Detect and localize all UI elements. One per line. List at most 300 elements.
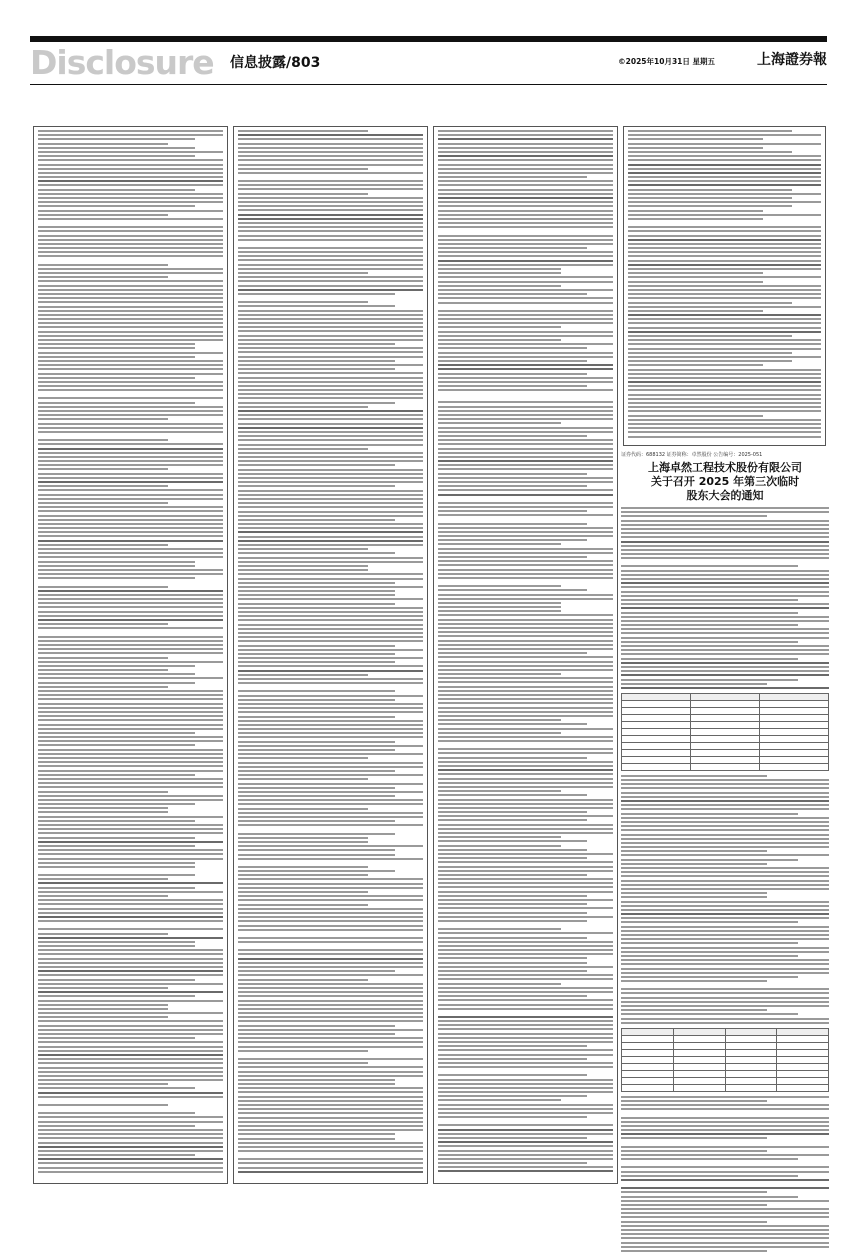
article-column [433, 126, 618, 1184]
text-line [38, 155, 195, 157]
text-line [38, 1079, 223, 1081]
text-line [38, 673, 195, 675]
text-line [438, 506, 613, 508]
text-line [38, 858, 223, 860]
text-line [621, 875, 829, 877]
text-line [621, 901, 829, 903]
text-line [438, 1104, 613, 1106]
text-line [621, 679, 798, 681]
text-line [438, 799, 613, 801]
text-line [238, 657, 423, 659]
text-line [438, 752, 613, 754]
text-line [438, 448, 613, 450]
text-line [628, 343, 821, 345]
text-line [438, 953, 613, 955]
text-line [38, 791, 168, 793]
text-line [238, 414, 423, 416]
text-line [38, 995, 195, 997]
text-line [38, 765, 223, 767]
text-line [38, 130, 223, 132]
text-line [38, 945, 195, 947]
section-name: 信息披露 [230, 55, 286, 71]
text-line [438, 435, 587, 437]
text-line [628, 180, 821, 182]
text-line [438, 235, 613, 237]
text-line [438, 477, 613, 479]
text-line [621, 520, 829, 522]
table-cell [777, 1056, 829, 1063]
table-cell [725, 1049, 777, 1056]
text-line [438, 247, 587, 249]
notice-subtitle: 股东大会的通知 [686, 489, 764, 502]
text-line [438, 552, 613, 554]
text-line [38, 180, 223, 182]
text-line [238, 1004, 423, 1006]
table-cell [673, 1056, 725, 1063]
text-line [38, 866, 195, 868]
text-line [238, 845, 423, 847]
text-line [438, 773, 613, 775]
text-line [438, 373, 587, 375]
text-line [238, 1158, 423, 1160]
text-line [621, 972, 829, 974]
text-line [38, 460, 223, 462]
article-column [233, 126, 428, 1184]
text-line [621, 1225, 829, 1227]
issue-date: ©2025年10月31日 星期五 [618, 57, 715, 66]
text-line [38, 1008, 168, 1010]
text-line [621, 570, 829, 572]
text-line [438, 702, 613, 704]
text-line [238, 205, 423, 207]
text-line [621, 804, 829, 806]
text-line [438, 347, 587, 349]
text-line [438, 243, 613, 245]
text-line [621, 1129, 829, 1131]
text-line [238, 983, 423, 985]
text-line [238, 874, 368, 876]
text-line [628, 322, 821, 324]
text-line [38, 1012, 223, 1014]
text-line [438, 585, 561, 587]
text-line [438, 401, 613, 403]
text-line [38, 1171, 223, 1173]
text-line [438, 995, 587, 997]
text-line [38, 247, 223, 249]
table-cell [622, 1063, 674, 1070]
text-line [238, 511, 423, 513]
text-line [438, 535, 613, 537]
text-line [38, 820, 195, 822]
text-line [628, 272, 763, 274]
text-line [38, 1167, 223, 1169]
text-line [238, 1025, 395, 1027]
table-cell [622, 749, 691, 756]
text-line [38, 703, 223, 705]
text-line [628, 218, 763, 220]
text-line [38, 368, 223, 370]
text-line [238, 866, 368, 868]
text-line [38, 373, 223, 375]
text-line [621, 1154, 829, 1156]
text-line [38, 352, 223, 354]
text-line [238, 995, 423, 997]
text-line [438, 422, 561, 424]
text-line [238, 766, 423, 768]
text-line [438, 368, 613, 370]
text-line [628, 251, 821, 253]
table-cell [622, 1077, 674, 1084]
text-line [628, 268, 821, 270]
text-line [621, 507, 829, 509]
table-cell [622, 756, 691, 763]
text-line [238, 318, 423, 320]
text-line [628, 159, 821, 161]
text-line [238, 130, 368, 132]
text-line [438, 594, 613, 596]
text-line [438, 318, 613, 320]
text-line [438, 205, 613, 207]
text-line [238, 385, 423, 387]
text-line [628, 302, 792, 304]
text-line [238, 791, 423, 793]
text-line [238, 389, 423, 391]
text-line [38, 184, 223, 186]
text-line [238, 820, 395, 822]
text-line [38, 903, 223, 905]
text-line [238, 987, 423, 989]
text-line [438, 1108, 613, 1110]
text-line [38, 347, 195, 349]
text-line [238, 920, 423, 922]
text-line [38, 690, 223, 692]
text-line [621, 557, 829, 559]
text-line [38, 619, 223, 621]
text-line [621, 992, 829, 994]
text-line [238, 1033, 395, 1035]
text-line [438, 999, 613, 1001]
text-line [438, 302, 613, 304]
table-cell [777, 1028, 829, 1035]
text-line [238, 431, 423, 433]
text-line [438, 840, 587, 842]
text-line [621, 616, 829, 618]
text-line [621, 595, 829, 597]
text-line [438, 715, 613, 717]
text-line [628, 276, 821, 278]
text-line [238, 381, 423, 383]
text-line [438, 681, 613, 683]
text-line [438, 723, 587, 725]
text-line [438, 761, 613, 763]
text-line [238, 578, 423, 580]
text-line [628, 260, 821, 262]
text-line [621, 1104, 829, 1106]
text-line [438, 502, 613, 504]
text-line [438, 1028, 613, 1030]
text-line [38, 494, 223, 496]
text-line [628, 168, 821, 170]
table-cell [622, 1070, 674, 1077]
text-line [621, 1121, 829, 1123]
text-line [438, 677, 613, 679]
text-line [628, 406, 821, 408]
text-line [628, 243, 821, 245]
text-line [238, 870, 395, 872]
text-line [38, 615, 223, 617]
text-line [238, 912, 423, 914]
text-line [38, 878, 168, 880]
text-line [238, 707, 423, 709]
text-line [438, 983, 561, 985]
text-line [238, 377, 423, 379]
text-line [38, 205, 195, 207]
table-cell [760, 693, 829, 700]
text-line [238, 849, 395, 851]
text-line [38, 677, 223, 679]
text-line [621, 1100, 767, 1102]
text-line [628, 184, 821, 186]
text-line [438, 322, 613, 324]
text-line [438, 719, 561, 721]
text-line [438, 356, 613, 358]
text-line [38, 168, 223, 170]
text-line [38, 611, 223, 613]
text-line [238, 1046, 423, 1048]
text-line [438, 661, 613, 663]
text-line [238, 665, 423, 667]
table-cell [673, 1028, 725, 1035]
text-line [38, 485, 168, 487]
text-line [438, 159, 613, 161]
table-cell [673, 1077, 725, 1084]
text-line [621, 658, 798, 660]
text-line [38, 1075, 223, 1077]
text-line [238, 1075, 423, 1077]
text-line [621, 834, 829, 836]
text-line [238, 1117, 423, 1119]
table-cell [760, 700, 829, 707]
text-line [238, 925, 423, 927]
text-line [238, 264, 423, 266]
text-line [438, 606, 561, 608]
text-line [438, 765, 613, 767]
text-line [38, 1154, 195, 1156]
text-line [38, 306, 223, 308]
text-line [238, 372, 423, 374]
text-line [38, 276, 168, 278]
text-line [628, 143, 821, 145]
text-line [438, 485, 587, 487]
text-line [438, 732, 561, 734]
text-line [238, 427, 423, 429]
text-line [621, 896, 767, 898]
text-line [38, 949, 223, 951]
text-line [628, 369, 821, 371]
table-cell [622, 763, 691, 770]
text-line [238, 351, 423, 353]
text-line [38, 498, 223, 500]
table-row [622, 749, 829, 756]
text-line [628, 130, 792, 132]
text-line [38, 1033, 223, 1035]
text-line [238, 393, 423, 395]
text-line [38, 778, 223, 780]
text-line [621, 666, 829, 668]
text-line [38, 849, 223, 851]
proxy-table [621, 1028, 829, 1092]
text-line [238, 159, 423, 161]
text-line [238, 272, 368, 274]
text-line [438, 786, 613, 788]
text-line [621, 662, 829, 664]
text-line [38, 887, 195, 889]
text-line [238, 598, 423, 600]
text-line [38, 389, 223, 391]
text-line [38, 1142, 223, 1144]
text-line [621, 775, 767, 777]
text-line [621, 1191, 767, 1193]
text-line [628, 293, 821, 295]
table-cell [760, 735, 829, 742]
text-line [628, 235, 821, 237]
text-line [38, 774, 195, 776]
text-line [238, 958, 423, 960]
text-line [621, 917, 829, 919]
text-line [438, 1087, 613, 1089]
table-row [622, 693, 829, 700]
text-line [238, 929, 423, 931]
table-cell [777, 1077, 829, 1084]
text-line [438, 352, 613, 354]
table-row [622, 1056, 829, 1063]
text-line [38, 301, 223, 303]
table-cell [622, 735, 691, 742]
text-line [438, 210, 613, 212]
table-cell [622, 1056, 674, 1063]
text-line [238, 795, 395, 797]
text-line [621, 549, 829, 551]
text-line [38, 1016, 168, 1018]
text-line [238, 347, 423, 349]
text-line [628, 335, 792, 337]
text-line [238, 494, 423, 496]
table-cell [691, 714, 760, 721]
masthead-top-rule [30, 36, 827, 42]
text-line [238, 628, 423, 630]
text-line [438, 239, 613, 241]
text-line [38, 590, 223, 592]
text-line [238, 259, 423, 261]
text-line [621, 524, 829, 526]
text-line [438, 949, 613, 951]
text-line [438, 891, 613, 893]
text-line [238, 1012, 423, 1014]
text-line [238, 435, 423, 437]
text-line [438, 635, 613, 637]
text-line [238, 255, 423, 257]
text-line [238, 456, 423, 458]
text-line [438, 272, 561, 274]
text-line [238, 1062, 368, 1064]
text-line [438, 870, 613, 872]
text-line [238, 360, 395, 362]
text-line [621, 649, 829, 651]
text-line [621, 628, 829, 630]
text-line [628, 285, 821, 287]
text-line [621, 783, 829, 785]
text-line [38, 1112, 195, 1114]
table-cell [777, 1084, 829, 1091]
table-cell [622, 721, 691, 728]
text-line [438, 836, 561, 838]
text-line [38, 289, 223, 291]
text-line [628, 381, 821, 383]
text-line [628, 151, 792, 153]
text-line [438, 614, 613, 616]
text-line [621, 779, 829, 781]
text-line [438, 214, 613, 216]
text-line [438, 1154, 613, 1156]
notice-code-line: 证券代码：688132 证券简称：卓然股份 公告编号：2025-051 [621, 452, 763, 458]
text-line [38, 895, 168, 897]
text-line [438, 978, 613, 980]
text-line [238, 966, 423, 968]
text-line [38, 176, 223, 178]
text-line [238, 816, 423, 818]
table-cell [673, 1084, 725, 1091]
text-line [438, 331, 613, 333]
text-line [238, 645, 395, 647]
text-line [38, 707, 223, 709]
text-line [38, 811, 168, 813]
text-line [238, 904, 368, 906]
text-line [238, 1037, 423, 1039]
table-cell [691, 756, 760, 763]
text-line [38, 147, 195, 149]
text-line [238, 824, 423, 826]
text-line [438, 769, 613, 771]
text-line [38, 172, 223, 174]
text-line [38, 598, 223, 600]
text-line [38, 1020, 223, 1022]
text-line [38, 719, 223, 721]
text-line [38, 698, 223, 700]
text-line [621, 599, 798, 601]
table-row [622, 1042, 829, 1049]
text-line [38, 962, 223, 964]
text-line [438, 665, 613, 667]
text-line [438, 644, 613, 646]
text-line [238, 439, 423, 441]
text-line [238, 1041, 423, 1043]
text-line [38, 623, 168, 625]
text-line [238, 649, 423, 651]
text-line [38, 1150, 223, 1152]
text-line [238, 762, 423, 764]
text-line [438, 945, 613, 947]
text-line [238, 423, 423, 425]
text-line [621, 574, 829, 576]
text-line [238, 201, 423, 203]
text-line [238, 330, 423, 332]
text-line [438, 138, 613, 140]
text-line [621, 934, 829, 936]
table-cell [760, 714, 829, 721]
text-line [38, 912, 223, 914]
text-line [438, 1037, 613, 1039]
text-line [238, 590, 395, 592]
